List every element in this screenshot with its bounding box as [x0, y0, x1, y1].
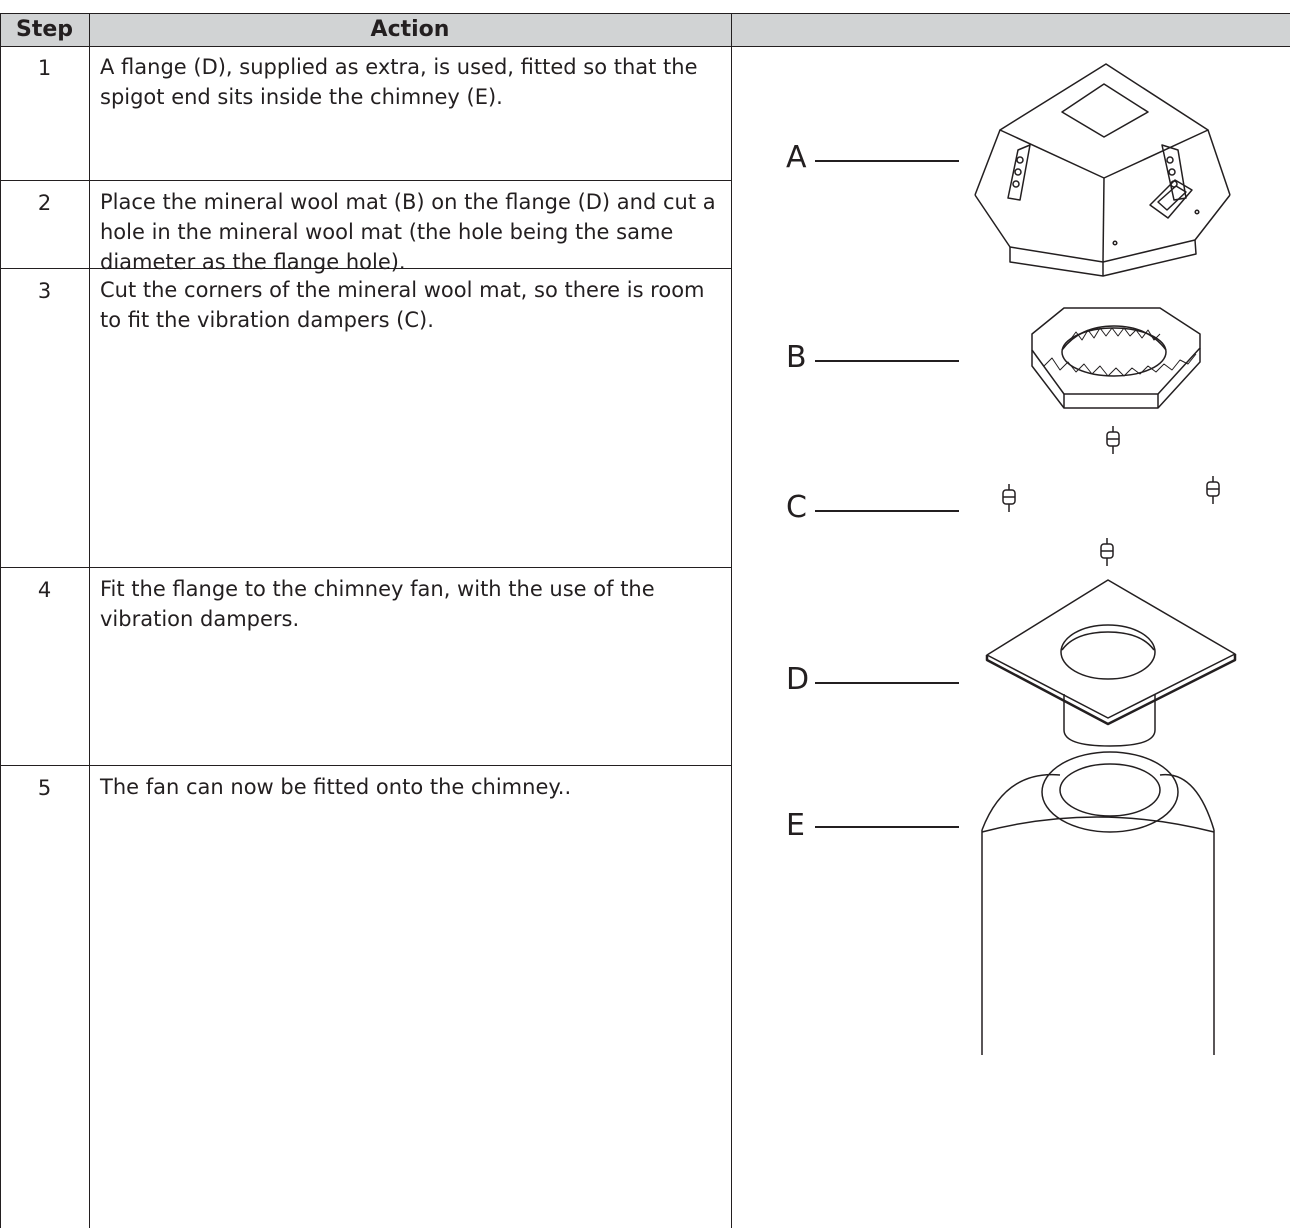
step-action: Cut the corners of the mineral wool mat, so there is room to fit the vibration dampers (C). — [100, 278, 705, 332]
header-step: Step — [15, 17, 74, 42]
step-action: Place the mineral wool mat (B) on the flange (D) and cut a hole in the mineral wool mat (the hole being the same diameter as the flange hole). — [100, 190, 716, 274]
vibration-dampers-illustration — [1003, 426, 1219, 566]
flange-illustration — [987, 580, 1235, 746]
vibration-damper — [1107, 426, 1119, 454]
step-action: The fan can now be fitted onto the chimney.. — [100, 775, 572, 799]
label-d: D — [786, 662, 810, 697]
step-number: 2 — [37, 191, 52, 215]
step-action: Fit the flange to the chimney fan, with the use of the vibration dampers. — [100, 577, 655, 631]
vibration-damper — [1207, 476, 1219, 504]
step-number: 4 — [37, 578, 52, 602]
step-number: 3 — [37, 279, 52, 303]
step-action: A flange (D), supplied as extra, is used, fitted so that the spigot end sits inside the chimney (E). — [100, 55, 698, 109]
header-action: Action — [370, 17, 450, 42]
vibration-damper — [1003, 484, 1015, 512]
vibration-damper — [1101, 538, 1113, 566]
fan-unit-illustration — [975, 64, 1230, 276]
label-a: A — [786, 140, 807, 175]
label-b: B — [786, 340, 807, 375]
step-number: 5 — [37, 776, 52, 800]
mineral-wool-mat-illustration — [1032, 308, 1200, 408]
chimney-illustration — [982, 752, 1214, 1055]
step-number: 1 — [37, 56, 52, 80]
label-e: E — [786, 808, 805, 843]
label-c: C — [786, 490, 807, 525]
